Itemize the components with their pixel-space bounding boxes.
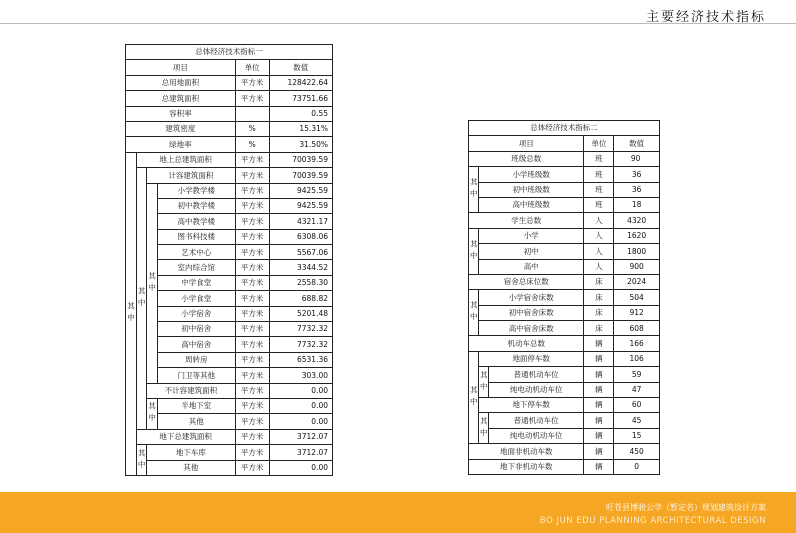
row-name: 其他 [147, 460, 236, 475]
table-row [126, 460, 333, 475]
row-unit: 辆 [584, 398, 614, 413]
row-name: 初中教学楼 [157, 198, 235, 213]
row-value: 45 [614, 413, 660, 428]
group-label-qizhong: 其中 [469, 351, 479, 443]
table-row [126, 106, 333, 121]
row-name: 高中教学楼 [157, 214, 235, 229]
table-row [126, 183, 333, 198]
row-name: 半地下室 [157, 398, 235, 413]
row-unit: 辆 [584, 382, 614, 397]
footer-project-subtitle: BO JUN EDU PLANNING ARCHITECTURAL DESIGN [539, 516, 766, 526]
row-unit: 平方米 [235, 352, 269, 367]
row-name: 初中班级数 [478, 182, 583, 197]
row-name: 普通机动车位 [488, 367, 583, 382]
row-value: 6308.06 [269, 229, 332, 244]
row-name: 普通机动车位 [488, 413, 583, 428]
row-value: 2024 [614, 274, 660, 289]
table-row [469, 182, 660, 197]
row-name: 高中宿舍 [157, 337, 235, 352]
row-value: 0.00 [269, 414, 332, 429]
footer-bar [0, 492, 796, 533]
row-name: 小学教学楼 [157, 183, 235, 198]
table-row [126, 352, 333, 367]
row-value: 688.82 [269, 291, 332, 306]
row-value: 60 [614, 398, 660, 413]
header-item: 项目 [469, 136, 584, 151]
row-value: 36 [614, 167, 660, 182]
row-value: 4321.17 [269, 214, 332, 229]
table-row [469, 444, 660, 459]
row-unit: 平方米 [235, 460, 269, 475]
row-unit: 床 [584, 274, 614, 289]
row-unit: 平方米 [235, 322, 269, 337]
row-name: 不计容建筑面积 [147, 383, 236, 398]
row-value: 7732.32 [269, 337, 332, 352]
row-unit: 辆 [584, 336, 614, 351]
row-name: 地下总建筑面积 [136, 429, 235, 444]
row-value: 0.00 [269, 398, 332, 413]
row-name: 艺术中心 [157, 245, 235, 260]
row-unit: 班 [584, 182, 614, 197]
row-unit: 班 [584, 167, 614, 182]
row-unit: 辆 [584, 428, 614, 443]
group-label-qizhong: 其中 [147, 398, 158, 429]
group-label-qizhong: 其中 [469, 228, 479, 274]
row-value: 9425.59 [269, 198, 332, 213]
row-value: 2558.30 [269, 275, 332, 290]
table-row [126, 168, 333, 183]
row-name: 室内综合馆 [157, 260, 235, 275]
table-caption-row [469, 121, 660, 136]
table-row [469, 459, 660, 474]
table-row [126, 383, 333, 398]
row-name: 初中宿舍 [157, 322, 235, 337]
row-unit: 平方米 [235, 291, 269, 306]
row-value: 1620 [614, 228, 660, 243]
row-name: 图书科技楼 [157, 229, 235, 244]
row-value: 7732.32 [269, 322, 332, 337]
row-name: 中学食堂 [157, 275, 235, 290]
row-value: 6531.36 [269, 352, 332, 367]
row-unit: 平方米 [235, 214, 269, 229]
row-unit: 平方米 [235, 168, 269, 183]
row-value: 0.00 [269, 460, 332, 475]
row-value: 59 [614, 367, 660, 382]
title-divider [0, 23, 796, 24]
row-unit: % [235, 137, 269, 152]
table-row [126, 214, 333, 229]
row-value: 106 [614, 351, 660, 366]
row-unit: 辆 [584, 351, 614, 366]
table-row [126, 337, 333, 352]
indicator-table-1 [125, 44, 333, 476]
footer-project-title: 旺苍县博骏公学（暂定名）规划建筑设计方案 [606, 503, 766, 512]
table-row [126, 368, 333, 383]
row-name: 地上总建筑面积 [136, 152, 235, 167]
row-unit: 班 [584, 197, 614, 212]
row-name: 学生总数 [469, 213, 584, 228]
table-row [469, 290, 660, 305]
row-name: 建筑密度 [126, 121, 236, 136]
group-label-qizhong: 其中 [478, 413, 488, 444]
header-value: 数值 [614, 136, 660, 151]
table-row [469, 305, 660, 320]
row-unit: 平方米 [235, 229, 269, 244]
row-name: 地下停车数 [478, 398, 583, 413]
row-name: 容积率 [126, 106, 236, 121]
row-unit: 平方米 [235, 75, 269, 90]
table-row [469, 197, 660, 212]
row-unit: 人 [584, 259, 614, 274]
row-unit: 平方米 [235, 183, 269, 198]
row-unit: 平方米 [235, 91, 269, 106]
row-name: 地面非机动车数 [469, 444, 584, 459]
row-name: 宿舍总床位数 [469, 274, 584, 289]
row-unit: 辆 [584, 459, 614, 474]
row-value: 73751.66 [269, 91, 332, 106]
row-value: 18 [614, 197, 660, 212]
table-row [469, 351, 660, 366]
row-value: 3712.07 [269, 445, 332, 460]
row-value: 608 [614, 321, 660, 336]
row-unit: 平方米 [235, 245, 269, 260]
row-value: 900 [614, 259, 660, 274]
row-value: 0.55 [269, 106, 332, 121]
row-value: 36 [614, 182, 660, 197]
row-name: 班级总数 [469, 151, 584, 166]
row-unit: 平方米 [235, 198, 269, 213]
row-unit: 人 [584, 213, 614, 228]
row-value: 5201.48 [269, 306, 332, 321]
row-name: 地下非机动车数 [469, 459, 584, 474]
table-row [469, 151, 660, 166]
row-name: 小学宿舍床数 [478, 290, 583, 305]
page-title: 主要经济技术指标 [645, 10, 766, 25]
group-label-qizhong: 其中 [147, 183, 158, 383]
row-name: 小学班级数 [478, 167, 583, 182]
row-name: 绿地率 [126, 137, 236, 152]
row-name: 初中宿舍床数 [478, 305, 583, 320]
row-value: 70039.59 [269, 168, 332, 183]
table-row [126, 229, 333, 244]
row-name: 纯电动机动车位 [488, 382, 583, 397]
row-unit: 平方米 [235, 337, 269, 352]
row-unit: 平方米 [235, 275, 269, 290]
row-value: 9425.59 [269, 183, 332, 198]
row-value: 504 [614, 290, 660, 305]
group-label-qizhong: 其中 [126, 152, 137, 475]
row-unit: 床 [584, 321, 614, 336]
table-row [469, 259, 660, 274]
table-row [126, 91, 333, 106]
table-row [469, 413, 660, 428]
table-row [126, 198, 333, 213]
row-name: 门卫等其他 [157, 368, 235, 383]
table-header-row [126, 60, 333, 75]
table-row [126, 306, 333, 321]
row-name: 小学宿舍 [157, 306, 235, 321]
row-name: 计容建筑面积 [147, 168, 236, 183]
row-unit: 平方米 [235, 260, 269, 275]
row-name: 机动车总数 [469, 336, 584, 351]
group-label-qizhong: 其中 [469, 290, 479, 336]
row-unit: 平方米 [235, 383, 269, 398]
row-value: 3344.52 [269, 260, 332, 275]
row-unit: 班 [584, 151, 614, 166]
row-value: 90 [614, 151, 660, 166]
row-unit: 平方米 [235, 429, 269, 444]
group-label-qizhong: 其中 [136, 445, 147, 476]
row-value: 31.50% [269, 137, 332, 152]
row-value: 128422.64 [269, 75, 332, 90]
header-unit: 单位 [584, 136, 614, 151]
row-unit: 辆 [584, 413, 614, 428]
table-row [126, 75, 333, 90]
header-unit: 单位 [235, 60, 269, 75]
row-value: 912 [614, 305, 660, 320]
row-value: 15.31% [269, 121, 332, 136]
row-name: 周转房 [157, 352, 235, 367]
row-value: 4320 [614, 213, 660, 228]
row-name: 小学 [478, 228, 583, 243]
table-row [126, 245, 333, 260]
table-row [469, 336, 660, 351]
row-unit: 辆 [584, 367, 614, 382]
table-row [126, 137, 333, 152]
table-row [126, 429, 333, 444]
header-item: 项目 [126, 60, 236, 75]
row-value: 47 [614, 382, 660, 397]
row-name: 小学食堂 [157, 291, 235, 306]
table-caption-row [126, 45, 333, 60]
row-name: 地下车库 [147, 445, 236, 460]
row-name: 高中 [478, 259, 583, 274]
row-unit: 平方米 [235, 398, 269, 413]
row-value: 0.00 [269, 383, 332, 398]
row-unit: 床 [584, 305, 614, 320]
table-row [126, 121, 333, 136]
table-row [469, 167, 660, 182]
row-unit [235, 106, 269, 121]
row-name: 总建筑面积 [126, 91, 236, 106]
row-name: 纯电动机动车位 [488, 428, 583, 443]
row-name: 地面停车数 [478, 351, 583, 366]
row-value: 5567.06 [269, 245, 332, 260]
table-row [126, 398, 333, 413]
table-row [469, 367, 660, 382]
table-row [469, 274, 660, 289]
table-caption: 总体经济技术指标一 [126, 45, 333, 60]
table-row [126, 322, 333, 337]
table-row [469, 321, 660, 336]
row-unit: % [235, 121, 269, 136]
row-name: 其他 [157, 414, 235, 429]
row-unit: 辆 [584, 444, 614, 459]
row-unit: 平方米 [235, 414, 269, 429]
row-value: 0 [614, 459, 660, 474]
row-unit: 床 [584, 290, 614, 305]
row-name: 高中宿舍床数 [478, 321, 583, 336]
row-name: 初中 [478, 244, 583, 259]
row-name: 总用地面积 [126, 75, 236, 90]
row-unit: 平方米 [235, 445, 269, 460]
indicator-table-2 [468, 120, 660, 475]
group-label-qizhong: 其中 [469, 167, 479, 213]
table-row [469, 428, 660, 443]
table-caption: 总体经济技术指标二 [469, 121, 660, 136]
row-value: 3712.07 [269, 429, 332, 444]
table-row [469, 228, 660, 243]
row-value: 450 [614, 444, 660, 459]
table-row [469, 398, 660, 413]
table-row [126, 152, 333, 167]
group-label-qizhong: 其中 [136, 168, 147, 430]
group-label-qizhong: 其中 [478, 367, 488, 398]
header-value: 数值 [269, 60, 332, 75]
row-unit: 平方米 [235, 306, 269, 321]
table-header-row [469, 136, 660, 151]
row-unit: 平方米 [235, 368, 269, 383]
row-name: 高中班级数 [478, 197, 583, 212]
table-row [469, 382, 660, 397]
row-unit: 人 [584, 228, 614, 243]
row-value: 70039.59 [269, 152, 332, 167]
row-value: 166 [614, 336, 660, 351]
table-row [126, 445, 333, 460]
table-row [469, 213, 660, 228]
row-unit: 平方米 [235, 152, 269, 167]
row-value: 303.00 [269, 368, 332, 383]
row-unit: 人 [584, 244, 614, 259]
table-row [469, 244, 660, 259]
row-value: 15 [614, 428, 660, 443]
row-value: 1800 [614, 244, 660, 259]
